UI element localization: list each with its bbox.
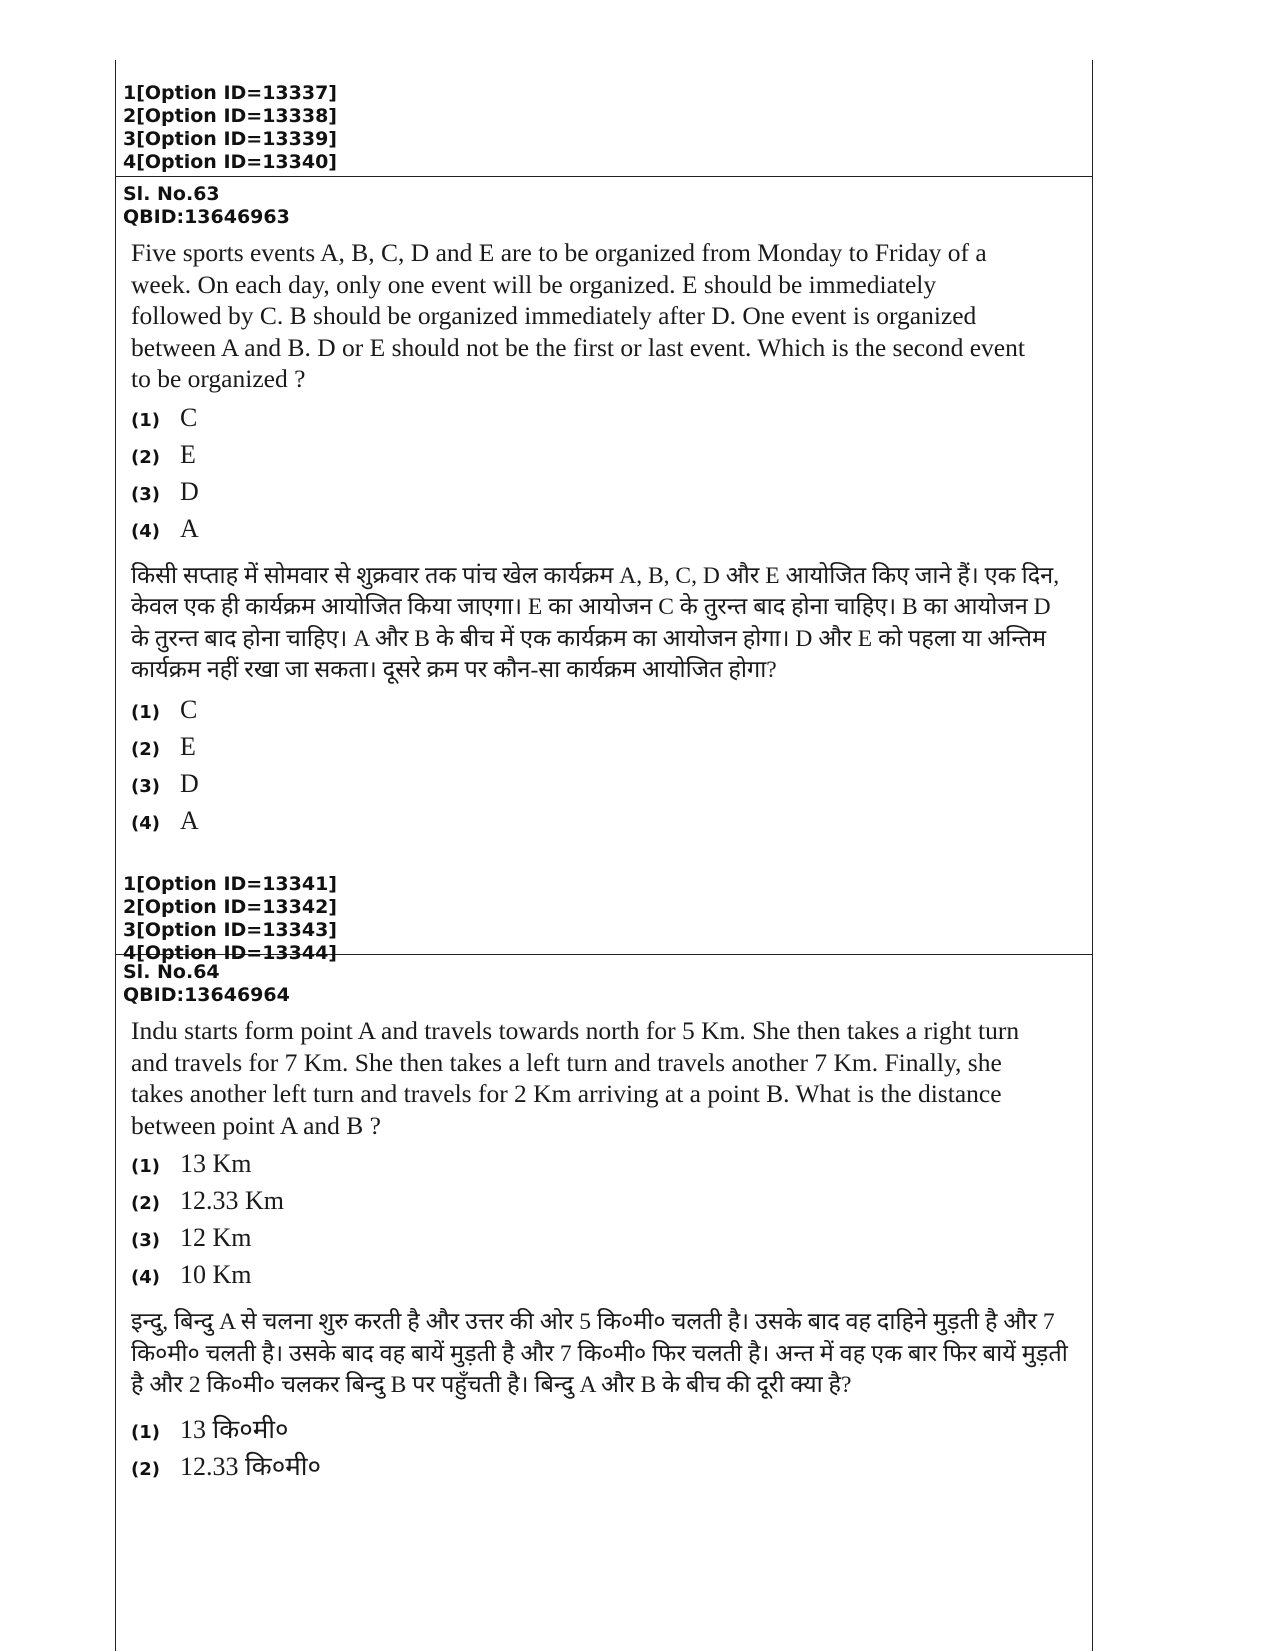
option-value: 12 Km	[180, 1223, 252, 1252]
option-id-line: 4[Option ID=13344]	[123, 941, 337, 964]
option-number: (4)	[131, 1267, 160, 1288]
question-text-hindi: किसी सप्ताह में सोमवार से शुक्रवार तक पांच खेल कार्यक्रम A, B, C, D और E आयोजित किए जाने हैं। एक दिन, केवल एक ही कार्यक्रम आयोजित किया जाएगा। E का आयोजन C के तुरन्त बाद होना चाहिए। B का आयोजन D के तुरन्त बाद होना चाहिए। A और B के बीच में एक कार्यक्रम का आयोजन होगा। D और E को पहला या अन्तिम कार्यक्रम नहीं रखा जा सकता। दूसरे क्रम पर कौन-सा कार्यक्रम आयोजित होगा?	[131, 562, 1060, 683]
option-value: E	[180, 439, 196, 469]
option-value: 13 कि०मी०	[180, 1414, 289, 1444]
options-hindi	[131, 695, 1092, 843]
question-text-english: Five sports events A, B, C, D and E are to be organized from Monday to Friday of a week. On each day, only one event will be organized. E should be immediately followed by C. B should be organized immediately after D. One event is organized between A and B. D or E should not be the first or last event. Which is the second event to be organized ?	[131, 238, 1025, 393]
option-value: D	[180, 476, 199, 506]
option	[131, 1223, 1092, 1260]
option-value: 10 Km	[180, 1260, 252, 1289]
option-number: (1)	[131, 1156, 160, 1177]
question-63	[116, 177, 1092, 964]
option	[131, 514, 1092, 551]
option-number: (2)	[131, 446, 160, 468]
option	[131, 1410, 1092, 1447]
option-number: (2)	[131, 738, 160, 760]
option-value: 12.33 कि०मी०	[180, 1451, 322, 1481]
option-value: 12.33 Km	[180, 1186, 284, 1215]
option	[131, 806, 1092, 843]
option-number: (3)	[131, 483, 160, 505]
option-number: (4)	[131, 520, 160, 542]
option	[131, 1260, 1092, 1297]
option-value: A	[180, 513, 199, 543]
serial-number: Sl. No.64	[123, 961, 220, 983]
question-64	[116, 955, 1092, 1484]
option-value: C	[180, 402, 198, 432]
option	[131, 1149, 1092, 1186]
option	[131, 477, 1092, 514]
previous-option-ids	[116, 60, 1092, 177]
option-id-line: 3[Option ID=13343]	[123, 918, 337, 941]
serial-number: Sl. No.63	[123, 183, 220, 205]
option	[131, 769, 1092, 806]
option	[131, 695, 1092, 732]
option-value: A	[180, 805, 199, 835]
option-number: (1)	[131, 409, 160, 431]
question-bank-id: QBID:13646963	[123, 206, 290, 228]
question-text-english: Indu starts form point A and travels towards north for 5 Km. She then takes a right turn and travels for 7 Km. She then takes a left turn and travels another 7 Km. Finally, she takes another left turn and travels for 2 Km arriving at a point B. What is the distance between point A and B ?	[131, 1016, 1020, 1140]
option-number: (1)	[131, 1421, 160, 1443]
option	[131, 1186, 1092, 1223]
question-paper-page	[115, 60, 1093, 1651]
option-number: (3)	[131, 1230, 160, 1251]
option	[131, 1447, 1092, 1484]
option-value: D	[180, 768, 199, 798]
option	[131, 440, 1092, 477]
options-hindi	[131, 1410, 1092, 1484]
option-id-line: 2[Option ID=13338]	[123, 105, 337, 127]
options-english	[131, 1149, 1092, 1297]
option-id-line: 1[Option ID=13341]	[123, 872, 337, 895]
option-id-line: 3[Option ID=13339]	[123, 128, 337, 150]
option-id-line: 2[Option ID=13342]	[123, 895, 337, 918]
question-text-hindi: इन्दु, बिन्दु A से चलना शुरु करती है और उत्तर की ओर 5 कि०मी० चलती है। उसके बाद वह दाहिने मुड़ती है और 7 कि०मी० चलती है। उसके बाद वह बायें मुड़ती है और 7 कि०मी० फिर चलती है। अन्त में वह एक बार फिर बायें मुड़ती है और 2 कि०मी० चलकर बिन्दु B पर पहुँचती है। बिन्दु A और B के बीच की दूरी क्या है?	[131, 1309, 1068, 1398]
option	[131, 403, 1092, 440]
option-number: (2)	[131, 1458, 160, 1480]
option-number: (4)	[131, 812, 160, 834]
option-id-line: 4[Option ID=13340]	[123, 151, 337, 173]
option-value: 13 Km	[180, 1149, 252, 1178]
option-number: (2)	[131, 1193, 160, 1214]
question-bank-id: QBID:13646964	[123, 984, 290, 1006]
option-ids	[116, 843, 1092, 971]
option-number: (3)	[131, 775, 160, 797]
option-id-line: 1[Option ID=13337]	[123, 82, 337, 104]
options-english	[131, 403, 1092, 551]
option-value: C	[180, 694, 198, 724]
option	[131, 732, 1092, 769]
option-value: E	[180, 731, 196, 761]
option-number: (1)	[131, 701, 160, 723]
